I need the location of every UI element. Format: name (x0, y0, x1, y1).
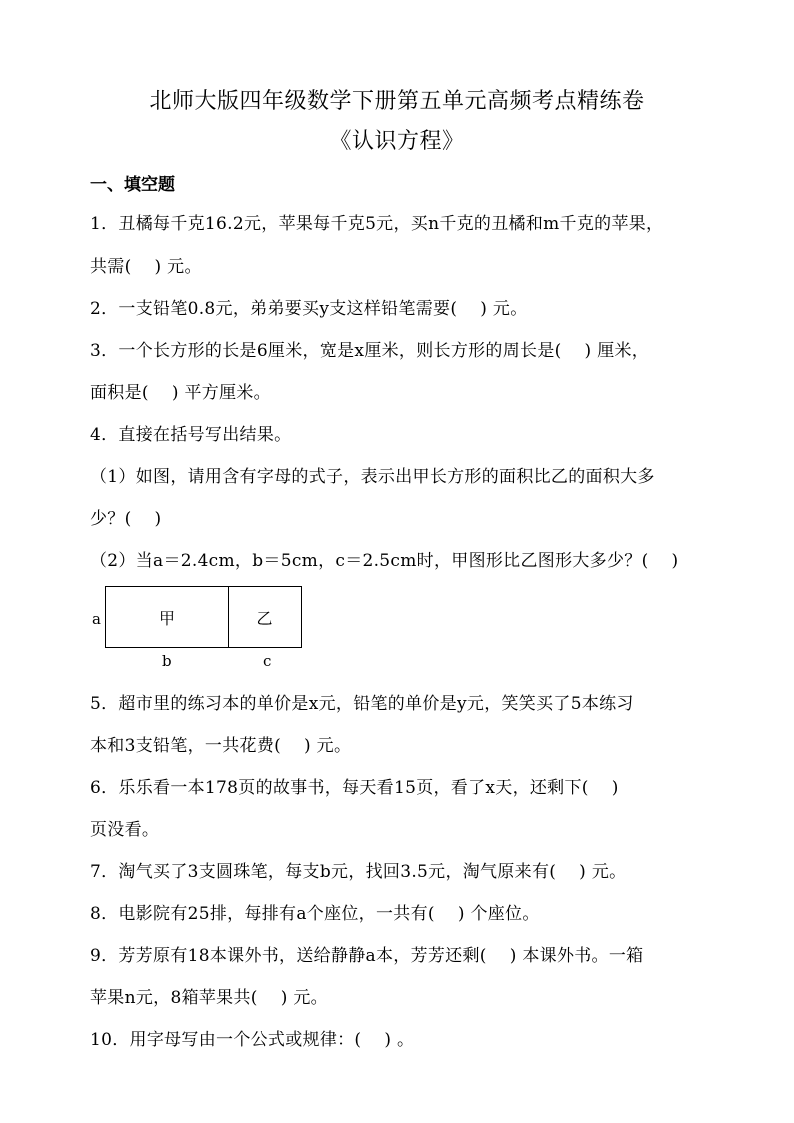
section-heading: 一、填空题 (90, 175, 175, 195)
question-line: 页没看。 (90, 820, 160, 840)
question-line: 2．一支铅笔0.8元，弟弟要买y支这样铅笔需要( ) 元。 (90, 299, 528, 319)
page-subtitle: 《认识方程》 (329, 129, 465, 154)
question-line: 8．电影院有25排，每排有a个座位，一共有( ) 个座位。 (90, 904, 540, 924)
question-line: 9．芳芳原有18本课外书，送给静静a本，芳芳还剩( ) 本课外书。一箱 (90, 946, 644, 966)
rectangle-jia (105, 586, 229, 648)
question-line: 共需( ) 元。 (90, 257, 202, 277)
question-line: 面积是( ) 平方厘米。 (90, 383, 271, 403)
rectangle-yi-label: 乙 (256, 608, 273, 628)
page-title: 北师大版四年级数学下册第五单元高频考点精练卷 (149, 89, 645, 114)
question-line: 苹果n元，8箱苹果共( ) 元。 (90, 988, 328, 1008)
question-line: （1）如图，请用含有字母的式子，表示出甲长方形的面积比乙的面积大多 (90, 467, 655, 487)
question-line: 少？( ) (90, 509, 162, 529)
question-line: 3．一个长方形的长是6厘米，宽是x厘米，则长方形的周长是( ) 厘米， (90, 341, 650, 361)
question-line: 4．直接在括号写出结果。 (90, 425, 292, 445)
question-line: 10．用字母写由一个公式或规律：( ) 。 (90, 1030, 415, 1050)
rectangle-diagram (88, 586, 308, 676)
rectangle-jia-label: 甲 (158, 608, 175, 628)
rectangle-yi (228, 586, 302, 648)
side-label-a: a (92, 610, 101, 628)
question-line: 6．乐乐看一本178页的故事书，每天看15页，看了x天，还剩下( ) (90, 778, 619, 798)
question-line: 7．淘气买了3支圆珠笔，每支b元，找回3.5元，淘气原来有( ) 元。 (90, 862, 627, 882)
bottom-label-c: c (263, 652, 272, 670)
bottom-label-b: b (162, 652, 172, 670)
question-line: （2）当a＝2.4cm，b＝5cm，c＝2.5cm时，甲图形比乙图形大多少？( ) (90, 551, 679, 571)
question-line: 1．丑橘每千克16.2元，苹果每千克5元，买n千克的丑橘和m千克的苹果， (90, 214, 664, 234)
question-line: 本和3支铅笔，一共花费( ) 元。 (90, 736, 352, 756)
question-line: 5．超市里的练习本的单价是x元，铅笔的单价是y元，笑笑买了5本练习 (90, 694, 634, 714)
